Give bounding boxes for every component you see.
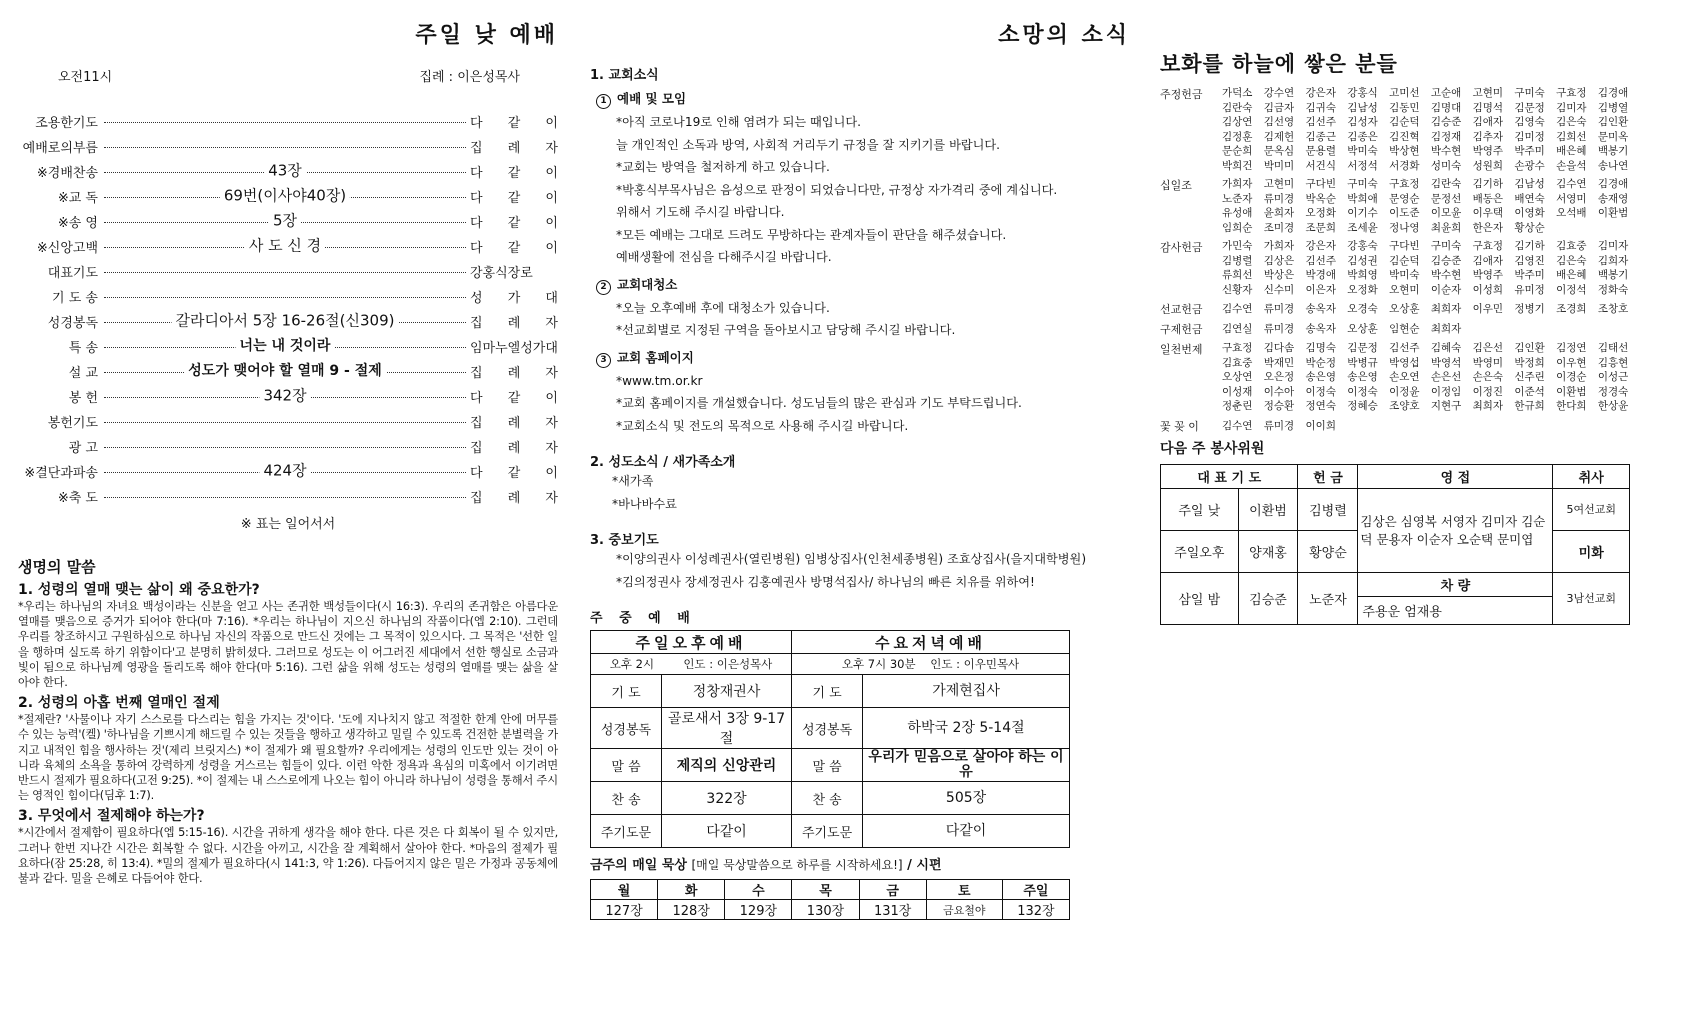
sermon-paragraph: *우리는 하나님의 자녀요 백성이라는 신분을 얻고 사는 존귀한 백성들이다(시 16:3). 우리의 존귀함은 아름다운 열매를 맺음으로 증거가 되어야 한다(마 7:16). *우리는 하나님이 지으신 하나님의 작품이다(엡 2:10). 그런데 우리를 창조하시고 구원하심으로 하나님 자신의 작품으로 만드신 것에는 그 목적이 있으시다. 그 목적은 '선한 일을 행하며 실도록 하기 위함이다'고 분명히 밝히셨다. 그러므로 성도는 이 어그러진 세대에서 선한 행실로 소금과 빛이 됨으로 하나님께 영광을 돌리도록 해야 한다(마 5:16). 그런 삶을 위해 성도는 성령의 열매를 맺는 삶을 살아야 한다. <box>18 600 558 690</box>
order-leader-dots <box>104 185 466 204</box>
meditation-title: 금주의 매일 묵상 <box>590 858 687 873</box>
donor-names: 정춘린 정승환 정연숙 정혜승 조양호 지현구 최희자 한규희 한다희 한상윤 <box>1222 400 1629 412</box>
order-label: 봉 헌 <box>68 391 98 406</box>
duty-head-prayer: 대 표 기 도 <box>1161 464 1298 488</box>
order-role: 다 같 이 <box>470 166 558 181</box>
news-section-heading: 3. 중보기도 <box>590 533 659 548</box>
order-label: 특 송 <box>68 341 98 356</box>
donor-group-label: 선교헌금 <box>1160 303 1203 316</box>
donor-line: 김수연 류미경 송옥자 오경숙 오상훈 최희자 이우민 정병기 조경희 조창호 <box>1222 303 1629 315</box>
donor-group-label: 구제헌금 <box>1160 323 1203 336</box>
donor-names: 박희건 박미미 서건식 서정석 서경화 성미숙 성원희 손광수 손을석 송나연 <box>1222 159 1629 172</box>
order-content: 성도가 맺어야 할 열매 9 - 절제 <box>184 360 386 380</box>
donor-names: 노준자 류미경 박옥순 박희애 문영순 문정선 배동은 배연숙 서영미 송재영 <box>1222 192 1629 205</box>
news-line: *모든 예배는 그대로 드려도 무방하다는 관계자들이 판단을 해주셨습니다. <box>616 227 1007 242</box>
news-section-heading: 1. 교회소식 <box>590 68 659 83</box>
wednesday-word: 우리가 믿음으로 살아야 하는 이유 <box>863 749 1070 782</box>
order-row <box>18 384 558 409</box>
donor-names: 임희순 조미경 조문희 조세윤 정나영 최윤희 한은자 황상순 <box>1222 221 1545 234</box>
order-leader-dots <box>104 146 466 148</box>
news-list <box>590 64 1130 593</box>
order-leader-dots <box>104 362 466 379</box>
afternoon-word: 제직의 신앙관리 <box>662 749 792 782</box>
donor-names: 김상연 김선영 김선주 김성자 김순덕 김승준 김애자 김영숙 김은숙 김인환 <box>1222 116 1629 128</box>
order-row <box>18 184 558 209</box>
number-circle: 3 <box>596 353 611 368</box>
order-content: 43장 <box>264 159 306 180</box>
order-leader-dots <box>104 337 466 354</box>
order-row <box>18 159 558 184</box>
donor-group <box>1160 301 1675 317</box>
afternoon-reading: 골로새서 3장 9-17절 <box>662 708 792 749</box>
order-content: 갈라디아서 5장 16-26절(신309) <box>172 309 399 330</box>
car-names: 주용운 엄재용 <box>1362 604 1442 620</box>
sermon-paragraph: *시간에서 절제함이 필요하다(엡 5:15-16). 시간을 귀하게 생각을 해야 한다. 다른 것은 다 회복이 될 수 있지만, 그러나 한번 지나간 시간은 회복할 수 없다. 시간을 아끼고, 시간을 잘 계획해서 살아야 한다. *마음의 절제가 필요하다(잠 25:28, 히 13:4). *밀의 절제가 필요하다(시 141:3, 약 1:26). 다듬어지지 않은 밀은 가정과 공동체에 불과 같다. 밀을 은혜로 다듬어야 한다. <box>18 826 558 886</box>
order-leader-dots <box>104 460 466 479</box>
order-content: 424장 <box>259 459 310 480</box>
news-column <box>590 0 1130 920</box>
news-subheading <box>596 275 1130 295</box>
donor-group-label: 주정헌금 <box>1160 88 1203 101</box>
order-row <box>18 134 558 159</box>
order-leader-dots <box>104 160 466 179</box>
donor-names: 김효중 박재민 박순정 박병규 박영섭 박영석 박영미 박정희 이우현 김흥현 <box>1222 356 1629 369</box>
order-role: 다 같 이 <box>470 191 558 206</box>
news-line: 늘 개인적인 소독과 방역, 사회적 거리두기 규정을 잘 지키기를 바랍니다. <box>616 137 1001 152</box>
service-row-label: 주기도문 <box>591 815 662 848</box>
order-leader-dots <box>104 385 466 404</box>
order-leader-dots <box>104 310 466 329</box>
order-leader-dots <box>104 446 466 448</box>
order-row <box>18 409 558 434</box>
service-meta <box>58 66 520 85</box>
news-line: *www.tm.or.kr <box>616 373 703 388</box>
wednesday-title: 수요저녁예배 <box>792 631 1070 654</box>
afternoon-lead: 인도 : 이은성목사 <box>683 657 773 671</box>
order-label: ※결단과파송 <box>24 466 98 481</box>
service-row-label: 기 도 <box>591 675 662 708</box>
order-role: 집 례 자 <box>470 491 558 506</box>
duty-offering-3: 노준자 <box>1298 572 1358 624</box>
order-role: 강홍식장로 <box>470 266 533 281</box>
afternoon-closing: 다같이 <box>662 815 792 848</box>
weekday-reading: 131장 <box>859 900 926 920</box>
order-role: 다 같 이 <box>470 241 558 256</box>
sermon-paragraph: *절제란? '사물이나 자기 스스로를 다스리는 힘을 가지는 것'이다. '도에 지나치지 않고 적절한 한계 안에 머무를 수 있는 능력'(켈) '하나님을 기쁘시게 해드릴 수 있는 것들을 행하고 생각하고 밀릴 수 있도록 건전한 분별력을 가지고 내적인 힘을 행사하는 것'(제리 브릿지스) *이 절제가 왜 필요할까? 우리에게는 성령의 인도만 있는 것이 아니라 육체의 소욕을 통하여 강력하게 성령을 거스르는 힘들이 있다. 이런 악한 정욕과 욕심의 미혹에서 이기려면 반드시 절제가 필요하다(고전 9:25). *이 절제는 내 스스로에게 나오는 힘이 아니라 하나님이 성령을 통해서 주시는 영적인 힘이다(딤후 1:7). <box>18 713 558 803</box>
donor-names: 오상연 오은정 송은영 송은영 손오연 손은선 손은숙 신주린 이경순 이성근 <box>1222 371 1629 383</box>
wednesday-closing: 다같이 <box>863 815 1070 848</box>
weekday-reading: 130장 <box>792 900 859 920</box>
duty-head-cook: 취사 <box>1553 464 1630 488</box>
weekday-label: 주일 <box>1002 880 1069 900</box>
order-content: 5장 <box>269 209 301 230</box>
donor-line: 김수연 류미경 이이희 <box>1222 419 1336 432</box>
order-label: 기 도 송 <box>52 291 98 306</box>
donor-names: 김정훈 김제헌 김종근 김종은 김진혁 김정재 김추자 김미정 김희선 문미옥 <box>1222 130 1629 143</box>
service-row <box>591 782 1070 815</box>
order-leader-dots <box>104 421 466 423</box>
order-note: ※ 표는 일어서서 <box>240 517 336 532</box>
order-role: 다 같 이 <box>470 116 558 131</box>
donor-names: 류희선 박상은 박경애 박희영 박미숙 박수현 박영주 박주미 배은혜 백봉기 <box>1222 269 1629 281</box>
order-leader-dots <box>104 235 466 254</box>
order-role: 집 례 자 <box>470 141 558 156</box>
weekday-label: 목 <box>792 880 859 900</box>
sermon-heading: 3. 무엇에서 절제해야 하는가? <box>18 808 205 825</box>
weekday-label: 수 <box>725 880 792 900</box>
sermon-heading: 2. 성령의 아홉 번째 열매인 절제 <box>18 695 220 712</box>
order-role: 다 같 이 <box>470 466 558 481</box>
donor-names: 문순희 문옥심 문용렬 박미숙 박상현 박수현 박영주 박주미 배은혜 백봉기 <box>1222 145 1629 157</box>
duty-cook-3: 3남선교회 <box>1553 572 1630 624</box>
order-row <box>18 459 558 484</box>
donor-group <box>1160 341 1675 414</box>
duty-title: 다음 주 봉사위원 <box>1160 440 1265 457</box>
order-row <box>18 209 558 234</box>
weekday-reading: 128장 <box>658 900 725 920</box>
duty-flower-title: 미화 <box>1553 530 1630 572</box>
duty-offering-1: 김병렬 <box>1298 488 1358 530</box>
weekday-reading: 129장 <box>725 900 792 920</box>
order-leader-dots <box>104 271 466 273</box>
meditation-header <box>590 854 1130 873</box>
news-line: *교회소식 및 전도의 목적으로 사용해 주시길 바랍니다. <box>616 418 909 433</box>
news-line: *교회는 방역을 철저하게 하고 있습니다. <box>616 160 830 174</box>
news-line: 예배생활에 전심을 다해주시길 바랍니다. <box>616 250 832 264</box>
number-circle: 1 <box>596 94 611 109</box>
duty-head-offering: 헌 금 <box>1298 464 1358 488</box>
afternoon-prayer: 정창재권사 <box>662 675 792 708</box>
sermon-notes <box>18 579 558 886</box>
donor-names: 김병렬 김상은 김선주 김성권 김순덕 김승준 김애자 김영진 김은숙 김희자 <box>1222 254 1629 267</box>
number-circle: 2 <box>596 280 611 295</box>
news-line: *아직 코로나19로 인해 염려가 되는 때입니다. <box>616 115 861 129</box>
donor-group <box>1160 239 1675 297</box>
duty-greeting: 김상은 심영복 서영자 김미자 김순덕 문용자 이순자 오순택 문미엽 <box>1358 488 1553 572</box>
worship-title: 주일 낮 예배 <box>415 23 558 48</box>
news-line: *바나바수료 <box>612 496 677 511</box>
news-subheading <box>596 89 1130 109</box>
news-line: *이양의권사 이성례권사(열린병원) 임병상집사(인천세종병원) 조효상집사(을지대학병원) <box>616 552 1087 566</box>
donor-group-label: 감사헌금 <box>1160 241 1203 254</box>
service-row-label: 성경봉독 <box>591 708 662 749</box>
meditation-note: [매일 묵상말씀으로 하루를 시작하세요!] <box>691 858 903 872</box>
duty-prayer-3: 김승준 <box>1238 572 1298 624</box>
order-leader-dots <box>104 296 466 298</box>
donor-group-label: 십일조 <box>1160 179 1192 192</box>
afternoon-hymn: 322장 <box>662 782 792 815</box>
news-title: 소망의 소식 <box>998 23 1130 48</box>
duty-prayer-1: 이환범 <box>1238 488 1298 530</box>
weekday-reading: 132장 <box>1002 900 1069 920</box>
wednesday-lead: 인도 : 이우민목사 <box>930 657 1020 671</box>
offering-title: 보화를 하늘에 쌓은 분들 <box>1160 52 1398 76</box>
donor-names: 구효정 김다솜 김명숙 김문정 김선주 김혜숙 김은선 김인환 김정연 김태선 <box>1222 342 1629 354</box>
service-row-label: 성경봉독 <box>792 708 863 749</box>
order-role: 집 례 자 <box>470 366 558 381</box>
order-row <box>18 109 558 134</box>
donor-group-label: 일천번제 <box>1160 343 1203 356</box>
donor-group <box>1160 321 1675 337</box>
news-line: 위해서 기도해 주시길 바랍니다. <box>616 205 785 219</box>
order-label: ※경배찬송 <box>36 166 98 181</box>
order-list <box>18 109 558 509</box>
news-line: *김의정권사 장세정권사 김홍예권사 방명석집사/ 하나님의 빠른 치유를 위하여! <box>616 574 1035 589</box>
news-line: *오늘 오후예배 후에 대청소가 있습니다. <box>616 300 830 315</box>
order-label: 설 교 <box>68 366 98 381</box>
afternoon-title: 주일오후예배 <box>591 631 792 654</box>
news-line: *교회 홈페이지를 개설했습니다. 성도님들의 많은 관심과 기도 부탁드립니다. <box>616 396 1022 410</box>
meditation-tail: / 시편 <box>907 858 942 873</box>
donor-group <box>1160 418 1675 434</box>
duty-cook-1: 5여선교회 <box>1553 488 1630 530</box>
duty-when-1: 주일 낮 <box>1161 488 1239 530</box>
order-row <box>18 234 558 259</box>
weekday-reading: 127장 <box>591 900 658 920</box>
service-row-label: 기 도 <box>792 675 863 708</box>
order-row <box>18 284 558 309</box>
news-section-heading: 2. 성도소식 / 새가족소개 <box>590 455 736 470</box>
order-row <box>18 359 558 384</box>
donor-names: 가민숙 가희자 강은자 강홍숙 구다빈 구미숙 구효정 김기하 김효중 김미자 <box>1222 240 1629 252</box>
order-label: ※신앙고백 <box>36 241 98 256</box>
order-content: 너는 내 것이라 <box>236 335 335 355</box>
service-leader: 집례 : 이은성목사 <box>419 70 520 85</box>
order-label: 봉헌기도 <box>47 416 98 431</box>
order-role: 성 가 대 <box>470 291 558 306</box>
order-role: 집 례 자 <box>470 416 558 431</box>
wednesday-reading: 하박국 2장 5-14절 <box>863 708 1070 749</box>
service-row-label: 말 씀 <box>792 749 863 782</box>
service-row-label: 찬 송 <box>591 782 662 815</box>
duty-offering-2: 황양순 <box>1298 530 1358 572</box>
donor-names: 가희자 고현미 구다빈 구미숙 구효정 김란숙 김기하 김남성 김수연 김경애 <box>1222 178 1629 190</box>
order-role: 다 같 이 <box>470 216 558 231</box>
order-label: ※송 영 <box>57 216 98 231</box>
order-row <box>18 309 558 334</box>
weekday-label: 금 <box>859 880 926 900</box>
offering-column <box>1160 0 1675 625</box>
service-time: 오전11시 <box>58 70 113 85</box>
duty-head-greeting: 영 접 <box>1358 464 1553 488</box>
order-label: ※교 독 <box>57 191 98 206</box>
order-label: ※축 도 <box>57 491 98 506</box>
service-row <box>591 708 1070 749</box>
duty-when-2: 주일오후 <box>1161 530 1239 572</box>
news-subheading-text: 교회 홈페이지 <box>617 349 694 365</box>
sermon-heading: 1. 성령의 열매 맺는 삶이 왜 중요한가? <box>18 582 260 598</box>
service-row-label: 주기도문 <box>792 815 863 848</box>
order-role: 집 례 자 <box>470 316 558 331</box>
order-leader-dots <box>104 121 466 123</box>
service-row <box>591 675 1070 708</box>
weekday-reading: 금요철야 <box>926 900 1002 920</box>
order-row <box>18 484 558 509</box>
worship-order-column <box>18 0 558 886</box>
order-content: 69번(이사야40장) <box>220 184 350 205</box>
order-content: 사 도 신 경 <box>245 234 325 255</box>
order-label: 조용한기도 <box>35 116 98 131</box>
order-row <box>18 259 558 284</box>
news-line: *새가족 <box>612 474 654 488</box>
order-leader-dots <box>104 210 466 229</box>
donor-names: 신황자 신수미 이은자 오정화 오현미 이순자 이성희 유미정 이정석 정화숙 <box>1222 283 1629 296</box>
weekday-label: 월 <box>591 880 658 900</box>
wednesday-prayer: 가제현집사 <box>863 675 1070 708</box>
service-row <box>591 749 1070 782</box>
order-label: 예배로의부름 <box>22 141 98 156</box>
order-content: 342장 <box>259 384 310 405</box>
donor-names: 김란숙 김금자 김귀숙 김남성 김동민 김명대 김명석 김문정 김미자 김병열 <box>1222 101 1629 114</box>
service-row-label: 말 씀 <box>591 749 662 782</box>
donor-group <box>1160 86 1675 173</box>
news-line: *선교회별로 지정된 구역을 돌아보시고 담당해 주시길 바랍니다. <box>616 323 956 337</box>
order-role: 임마누엘성가대 <box>470 341 558 356</box>
donor-names: 이성재 이수아 이정숙 이정숙 이정윤 이정임 이정진 이준석 이환범 정경숙 <box>1222 385 1629 398</box>
donor-group <box>1160 177 1675 235</box>
order-label: 대표기도 <box>47 266 98 281</box>
donor-line: 김연실 류미경 송옥자 오상훈 임현순 최희자 <box>1222 323 1462 335</box>
order-row <box>18 334 558 359</box>
meditation-table <box>590 879 1070 920</box>
news-subheading <box>596 348 1130 368</box>
midweek-service-table <box>590 630 1070 848</box>
car-title: 차 량 <box>1358 573 1552 597</box>
order-leader-dots <box>104 496 466 498</box>
wednesday-time: 오후 7시 30분 <box>841 657 916 671</box>
duty-table <box>1160 464 1630 625</box>
duty-prayer-2: 양재홍 <box>1238 530 1298 572</box>
order-label: 광 고 <box>68 441 98 456</box>
offering-groups <box>1160 86 1675 434</box>
duty-when-3: 삼일 밤 <box>1161 572 1239 624</box>
service-row <box>591 815 1070 848</box>
order-label: 성경봉독 <box>47 316 98 331</box>
news-line: *박홍식부목사님은 음성으로 판정이 되었습니다만, 규정상 자가격리 중에 계십니다. <box>616 182 1058 197</box>
weekday-label: 토 <box>926 880 1002 900</box>
news-subheading-text: 교회대청소 <box>617 276 678 292</box>
order-role: 집 례 자 <box>470 441 558 456</box>
service-row-label: 찬 송 <box>792 782 863 815</box>
midweek-title: 주 중 예 배 <box>590 611 696 626</box>
donor-names: 가덕소 강수연 강은자 강홍식 고미선 고순애 고현미 구미숙 구효정 김경애 <box>1222 87 1629 99</box>
word-title: 생명의 말씀 <box>18 558 96 576</box>
afternoon-time: 오후 2시 <box>609 657 655 671</box>
donor-names: 유성애 윤희자 오정화 이기수 이도준 이모윤 이우택 이영화 오석배 이환범 <box>1222 207 1629 219</box>
donor-group-label: 꽃 꽂 이 <box>1160 419 1199 433</box>
order-role: 다 같 이 <box>470 391 558 406</box>
wednesday-hymn: 505장 <box>863 782 1070 815</box>
order-row <box>18 434 558 459</box>
news-subheading-text: 예배 및 모임 <box>617 91 687 106</box>
weekday-label: 화 <box>658 880 725 900</box>
